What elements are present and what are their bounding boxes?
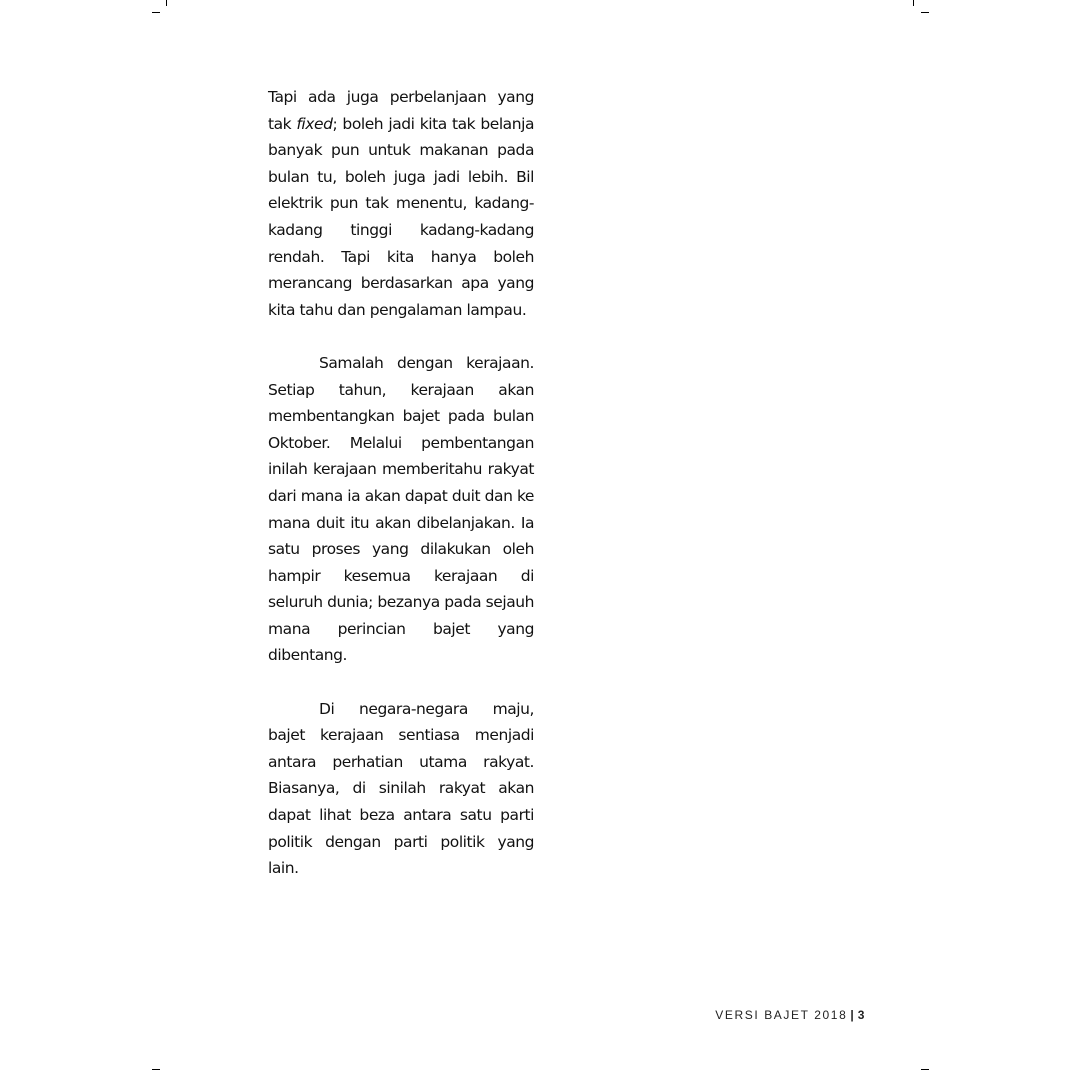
footer-title: VERSI BAJET 2018 (715, 1008, 848, 1022)
crop-mark-bottom-right (921, 1069, 929, 1070)
crop-mark-bottom-left (152, 1069, 160, 1070)
crop-mark-top-right-vertical (913, 0, 914, 6)
paragraph-2: Samalah dengan kerajaan. Setiap tahun, kerajaan akan membentangkan bajet pada bulan Oktober. Melalui pembentangan inilah kerajaan memberitahu rakyat dari mana ia akan dapat duit dan ke mana duit itu akan dibelanjakan. Ia satu proses yang dilakukan oleh hampir kesemua kerajaan di seluruh dunia; bezanya pada sejauh mana perincian bajet yang dibentang. (268, 353, 534, 665)
paragraph-1-end: ; boleh jadi kita tak belanja banyak pun untuk makanan pada bulan tu, boleh juga jadi lebih. Bil elektrik pun tak menentu, kadang-kadang tinggi kadang-kadang rendah. Tapi kita hanya boleh merancang berdasarkan apa yang kita tahu dan pengalaman lampau. (268, 114, 534, 319)
body-text (268, 84, 534, 908)
crop-mark-top-right (921, 12, 929, 13)
crop-mark-top-left-vertical (166, 0, 167, 6)
page-number: 3 (857, 1008, 866, 1022)
crop-mark-top-left (152, 12, 160, 13)
paragraph-1-italic-word: fixed (296, 114, 333, 133)
paragraph-1-start: Tapi ada juga perbelanjaan yang tak (268, 88, 534, 133)
footer-separator: | (850, 1008, 854, 1022)
paragraph-3: Di negara-negara maju, bajet kerajaan sentiasa menjadi antara perhatian utama rakyat. Biasanya, di sinilah rakyat akan dapat lihat beza antara satu parti politik dengan parti politik yang lain. (268, 699, 534, 878)
paragraph-1 (268, 84, 534, 323)
page-footer (680, 1008, 866, 1022)
